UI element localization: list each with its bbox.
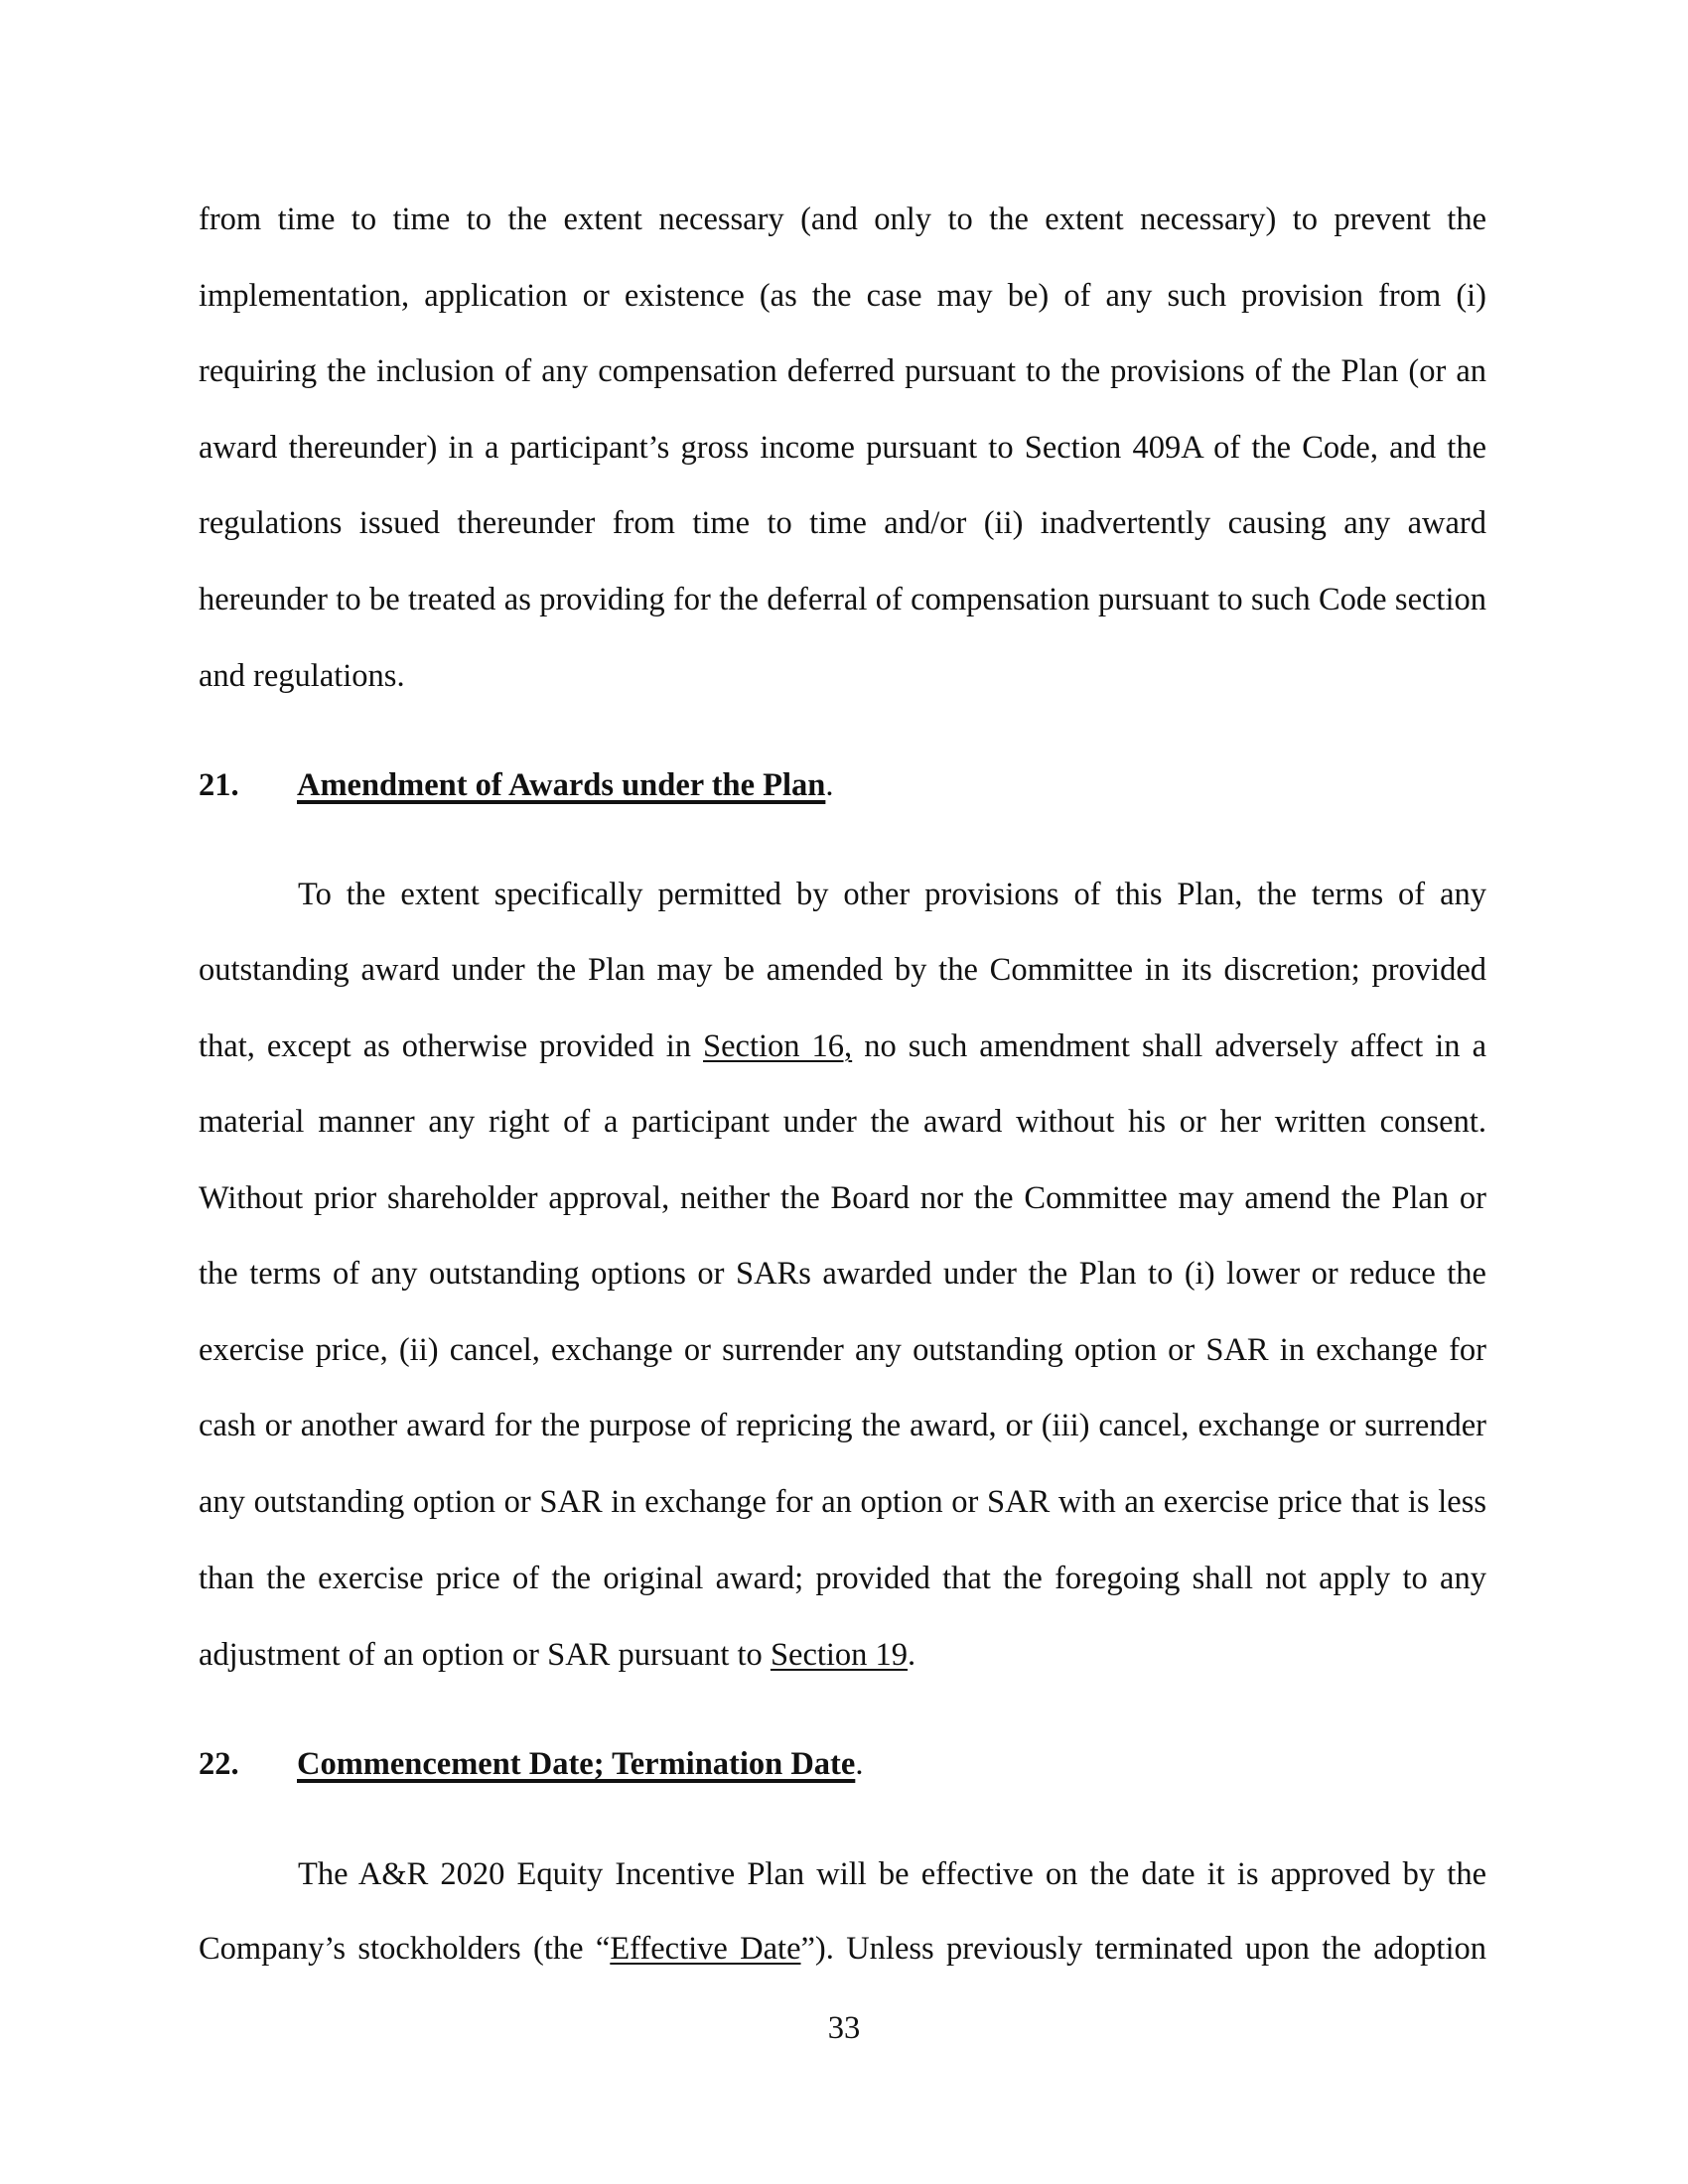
paragraph-line: hereunder to be treated as providing for the deferral of compensation pursuant to such Code section xyxy=(199,582,1486,617)
section-title-period: . xyxy=(855,1746,864,1782)
paragraph-line: than the exercise price of the original award; provided that the foregoing shall not apply to any xyxy=(199,1561,1486,1596)
section-title xyxy=(297,1744,863,1784)
section-title xyxy=(297,765,834,805)
line-text: no such amendment shall adversely affect in a xyxy=(852,1028,1486,1064)
line-text: adjustment of an option or SAR pursuant to xyxy=(199,1637,771,1673)
paragraph-line xyxy=(199,1635,1486,1675)
paragraph-line: Without prior shareholder approval, neither the Board nor the Committee may amend the Plan or xyxy=(199,1180,1486,1216)
paragraph-line: and regulations. xyxy=(199,658,405,694)
paragraph-line: award thereunder) in a participant’s gross income pursuant to Section 409A of the Code, and the xyxy=(199,430,1486,466)
paragraph-line: exercise price, (ii) cancel, exchange or surrender any outstanding option or SAR in exchange for xyxy=(199,1332,1486,1368)
paragraph-line: outstanding award under the Plan may be amended by the Committee in its discretion; provided xyxy=(199,952,1486,988)
paragraph-line: any outstanding option or SAR in exchange for an option or SAR with an exercise price that is less xyxy=(199,1484,1486,1520)
section-title-text: Amendment of Awards under the Plan xyxy=(297,767,826,803)
paragraph-line: cash or another award for the purpose of repricing the award, or (iii) cancel, exchange or surrender xyxy=(199,1408,1486,1443)
section-title-period: . xyxy=(825,767,834,803)
paragraph-line xyxy=(199,1929,1486,1969)
paragraph-line: The A&R 2020 Equity Incentive Plan will be effective on the date it is approved by the xyxy=(298,1856,1486,1892)
paragraph-line: requiring the inclusion of any compensation deferred pursuant to the provisions of the Plan (or an xyxy=(199,353,1486,389)
page-number: 33 xyxy=(827,2010,861,2046)
section-number: 21. xyxy=(199,767,239,803)
line-text: Company’s stockholders (the “ xyxy=(199,1931,611,1967)
section-16-reference-link[interactable]: Section 16, xyxy=(703,1028,853,1064)
paragraph-line: from time to time to the extent necessary (and only to the extent necessary) to prevent the xyxy=(199,202,1486,237)
line-text: ”). Unless previously terminated upon the adoption xyxy=(800,1931,1486,1967)
paragraph-line: regulations issued thereunder from time to time and/or (ii) inadvertently causing any award xyxy=(199,505,1486,541)
line-text: . xyxy=(908,1637,916,1673)
paragraph-line: material manner any right of a participant under the award without his or her written consent. xyxy=(199,1104,1486,1140)
section-19-reference-link[interactable]: Section 19 xyxy=(770,1637,909,1673)
paragraph-line: To the extent specifically permitted by other provisions of this Plan, the terms of any xyxy=(298,877,1486,912)
section-number: 22. xyxy=(199,1746,239,1782)
line-text: that, except as otherwise provided in xyxy=(199,1028,704,1064)
section-title-text: Commencement Date; Termination Date xyxy=(297,1746,856,1782)
paragraph-line: the terms of any outstanding options or SARs awarded under the Plan to (i) lower or reduce the xyxy=(199,1256,1486,1292)
paragraph-line xyxy=(199,1026,1486,1066)
paragraph-line: implementation, application or existence (as the case may be) of any such provision from (i) xyxy=(199,278,1486,314)
effective-date-defined-term: Effective Date xyxy=(610,1931,801,1967)
